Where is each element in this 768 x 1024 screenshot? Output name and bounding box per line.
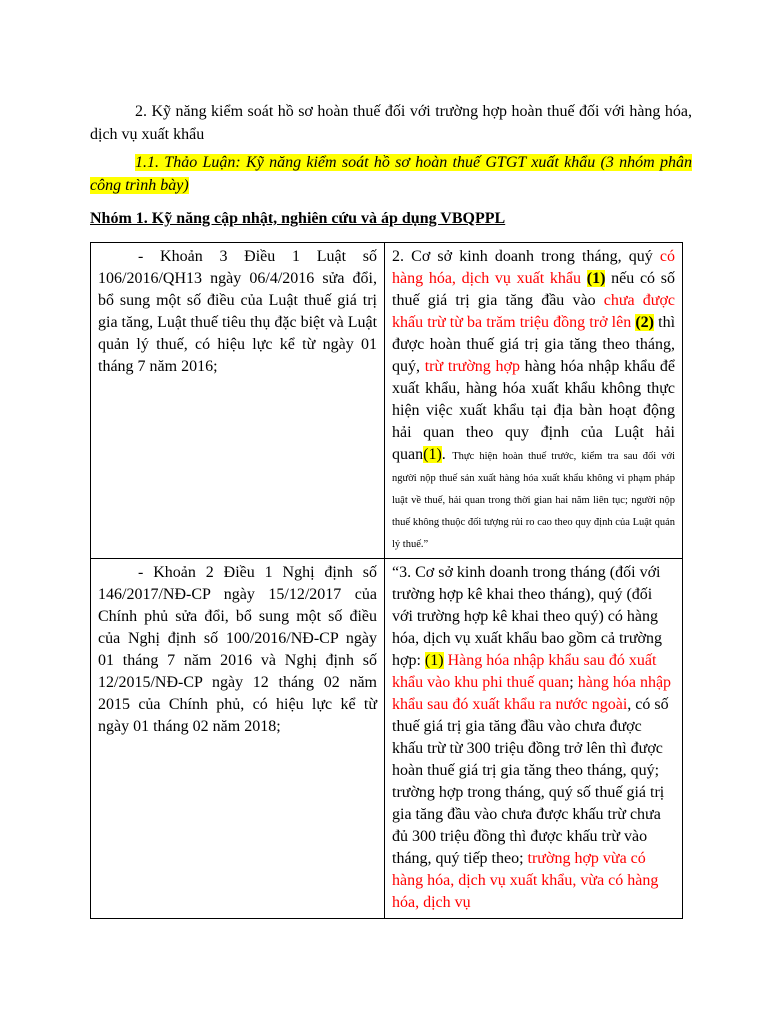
content-text: nếu có số thuế giá trị gia tăng đầu vào xyxy=(392,270,676,309)
law-comparison-table xyxy=(90,242,683,919)
content-text: , có số thuế giá trị gia tăng đầu vào chưa được khấu trừ từ 300 triệu đồng trở lên thì được hoàn thuế giá trị gia tăng theo tháng, quý; trường hợp trong tháng, quý số thuế giá trị gia tăng đầu vào chưa được khấu trừ chưa đủ 300 triệu đồng thì được khấu trừ vào tháng, quý tiếp theo; xyxy=(392,696,669,867)
marker-number: (2) xyxy=(635,314,654,331)
content-text: thì được hoàn thuế giá trị gia tăng theo tháng, quý, xyxy=(392,314,676,375)
content-text: 2. Cơ sở kinh doanh trong tháng, quý xyxy=(392,248,660,265)
legal-reference-cell: - Khoản 2 Điều 1 Nghị định số 146/2017/NĐ-CP ngày 15/12/2017 của Chính phủ sửa đổi, bổ sung một số điều của Nghị định số 100/2016/NĐ-CP ngày 01 tháng 7 năm 2016 và Nghị định số 12/2015/NĐ-CP ngày 12 tháng 02 năm 2015 của Chính phủ, có hiệu lực kể từ ngày 01 tháng 02 năm 2018; xyxy=(91,559,385,919)
table-row xyxy=(91,243,683,559)
content-text: hàng hóa nhập khẩu để xuất khẩu, hàng hóa xuất khẩu không thực hiện việc xuất khẩu tại địa bàn hoạt động hải quan theo quy định của Luật hải quan xyxy=(392,358,676,463)
content-text: ; xyxy=(569,674,578,691)
footnote-text: Thực hiện hoàn thuế trước, kiểm tra sau đối với người nộp thuế sản xuất hàng hóa xuất khẩu không vi phạm pháp luật về thuế, hải quan trong thời gian hai năm liên tục; người nộp thuế không thuộc đối tượng rủi ro cao theo quy định của Luật quản lý thuế.” xyxy=(392,451,676,550)
legal-content-cell xyxy=(385,559,683,919)
content-text: “3. Cơ sở kinh doanh trong tháng (đối với trường hợp kê khai theo tháng), quý (đối với trường hợp kê khai theo quý) có hàng hóa, dịch vụ xuất khẩu bao gồm cả trường hợp: xyxy=(392,564,662,669)
marker-number: (1) xyxy=(424,652,444,669)
table-row xyxy=(91,559,683,919)
discussion-text: 1.1. Thảo Luận: Kỹ năng kiểm soát hồ sơ hoàn thuế GTGT xuất khẩu (3 nhóm phân công trình bày) xyxy=(90,154,692,194)
highlighted-phrase: trường hợp vừa có hàng hóa, dịch vụ xuất khẩu, vừa có hàng hóa, dịch vụ xyxy=(392,850,659,911)
content-text: . xyxy=(441,446,453,463)
content-text xyxy=(581,270,587,287)
highlighted-phrase: trừ trường hợp xyxy=(424,358,520,375)
group-title: Nhóm 1. Kỹ năng cập nhật, nghiên cứu và áp dụng VBQPPL xyxy=(90,210,506,227)
legal-content-cell xyxy=(385,243,683,559)
highlighted-phrase: có hàng hóa, dịch vụ xuất khẩu xyxy=(392,248,675,287)
discussion-note xyxy=(90,151,692,197)
legal-reference-cell: - Khoản 3 Điều 1 Luật số 106/2016/QH13 ngày 06/4/2016 sửa đổi, bổ sung một số điều của Luật thuế giá trị gia tăng, Luật thuế tiêu thụ đặc biệt và Luật quản lý thuế, có hiệu lực kể từ ngày 01 tháng 7 năm 2016; xyxy=(91,243,385,559)
highlighted-phrase: Hàng hóa nhập khẩu sau đó xuất khẩu vào khu phi thuế quan xyxy=(392,652,657,691)
marker-number: (1) xyxy=(586,270,606,287)
highlighted-phrase: chưa được khấu trừ từ ba trăm triệu đồng trở lên xyxy=(392,292,676,331)
section-heading: 2. Kỹ năng kiểm soát hồ sơ hoàn thuế đối với trường hợp hoàn thuế đối với hàng hóa, dịch vụ xuất khẩu xyxy=(90,103,692,143)
highlighted-phrase: hàng hóa nhập khẩu sau đó xuất khẩu ra nước ngoài xyxy=(392,674,672,713)
marker-number: (1) xyxy=(423,446,442,463)
